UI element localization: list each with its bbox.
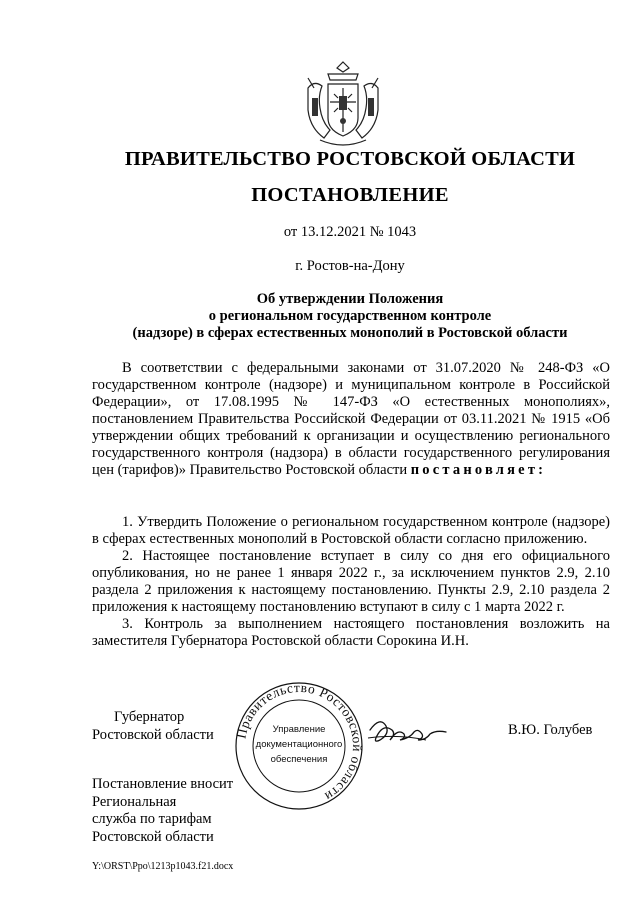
stamp-outer-text: Правительство Ростовской области: [233, 680, 365, 805]
file-path: Y:\ORST\Ppo\1213p1043.f21.docx: [92, 861, 234, 872]
stamp-inner-line: Управление: [272, 724, 326, 735]
note-line: служба по тарифам: [92, 811, 212, 827]
document-title: [60, 291, 640, 342]
document-type: ПОСТАНОВЛЕНИЕ: [251, 184, 449, 206]
coat-of-arms-icon: [300, 58, 386, 150]
position-line: Ростовской области: [92, 727, 214, 743]
document-date-number: от 13.12.2021 № 1043: [283, 224, 417, 240]
signatory-position: [92, 708, 232, 744]
stamp-inner-line: документационного: [255, 739, 343, 750]
stamp-inner-line: обеспечения: [270, 754, 328, 765]
document-city: г. Ростов-на-Дону: [295, 258, 405, 274]
note-line: Региональная: [92, 793, 177, 810]
decree-item: 2. Настоящее постановление вступает в силу со дня его официального опубликования, но не ранее 1 января 2022 г., за исключением пунктов 2.9, 2.10 раздела 2 приложения к настоящему постановлению. Пункты 2.9, 2.10 раздела 2 приложения к настоящему постановлению вступают в силу с 1 марта 2022 г.: [92, 548, 610, 615]
preamble-text: В соответствии с федеральными законами от 31.07.2020 № 248-ФЗ «О государственном контроле (надзоре) и муниципальном контроле в Российской Федерации», от 17.08.1995 № 147-ФЗ «О естественных монополиях», постановлением Правительства Российской Федерации от 03.11.2021 № 1915 «Об утверждении общих требований к организации и осуществлению регионального государственного контроля (надзора) в области государственного регулирования цен (тарифов)» Правительство Ростовской области: [92, 360, 610, 478]
note-line: Постановление вносит: [92, 776, 234, 792]
government-name: ПРАВИТЕЛЬСТВО РОСТОВСКОЙ ОБЛАСТИ: [124, 148, 576, 170]
decree-items: [92, 514, 610, 650]
official-stamp: [233, 680, 365, 812]
handwritten-signature: [366, 712, 456, 750]
preamble: [92, 360, 610, 479]
note-line: Ростовской области: [92, 828, 214, 845]
title-line: Об утверждении Положения: [256, 291, 444, 307]
decree-word: постановляет:: [410, 462, 547, 478]
position-line: Губернатор: [114, 709, 185, 725]
decree-item: 1. Утвердить Положение о региональном государственном контроле (надзоре) в сферах естественных монополий в Ростовской области согласно приложению.: [92, 514, 610, 547]
title-line: (надзоре) в сферах естественных монополий в Ростовской области: [132, 325, 568, 341]
signatory-name: В.Ю. Голубев: [508, 722, 593, 738]
submitted-by-note: [92, 776, 233, 846]
decree-item: 3. Контроль за выполнением настоящего постановления возложить на заместителя Губернатора Ростовской области Сорокина И.Н.: [92, 616, 610, 649]
title-line: о региональном государственном контроле: [208, 308, 492, 324]
